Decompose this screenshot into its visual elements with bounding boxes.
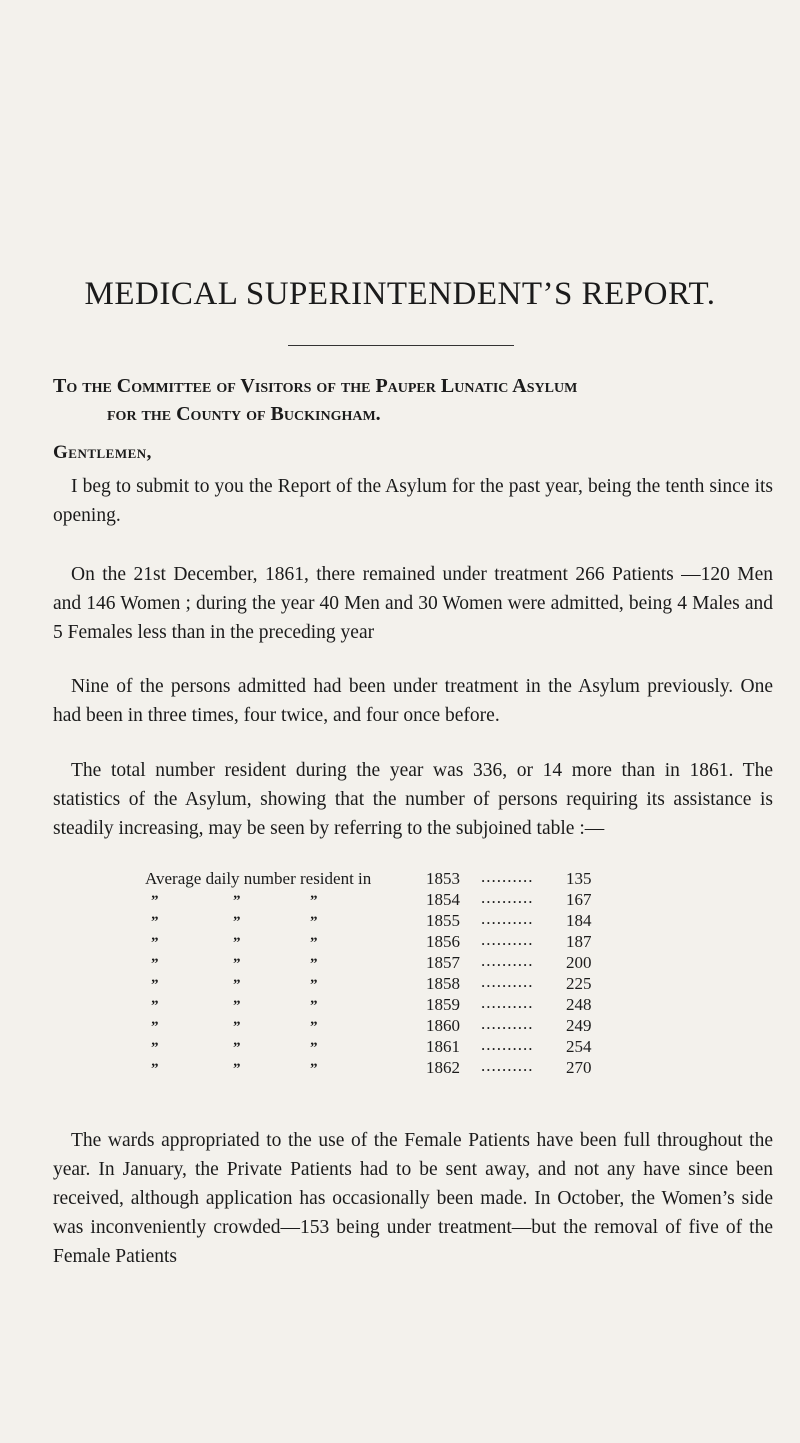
addressee [53,372,773,428]
table-row-label: Average daily number resident in [145,869,372,888]
leader-dots: .......... [481,1056,534,1075]
table-row [0,1016,800,1038]
table-year: 1855 [426,911,460,930]
table-row [0,974,800,996]
paragraph-2-text: On the 21st December, 1861, there remained under treatment 266 Patients —120 Men and 146 Women ; during the year 40 Men and 30 Women were admitted, being 4 Males and 5 Females less than in the preceding year [53,564,773,643]
ditto-mark: ” [233,893,241,909]
ditto-mark: ” [310,1019,318,1035]
table-year: 1857 [426,953,460,972]
table-year: 1854 [426,890,460,909]
ditto-mark: ” [151,914,159,930]
leader-dots: .......... [481,867,534,886]
ditto-mark: ” [310,914,318,930]
leader-dots: .......... [481,1035,534,1054]
table-value: 254 [566,1037,592,1056]
table-value: 187 [566,932,592,951]
ditto-mark: ” [151,956,159,972]
paragraph-4-text: The total number resident during the year was 336, or 14 more than in 1861. The statistics of the Asylum, showing that the number of persons requiring its assistance is steadily increasing, may be seen by referring to the subjoined table :— [53,760,773,839]
ditto-mark: ” [233,956,241,972]
leader-dots: .......... [481,972,534,991]
table-value: 167 [566,890,592,909]
table-row [0,911,800,933]
ditto-mark: ” [151,977,159,993]
ditto-mark: ” [151,893,159,909]
table-value: 135 [566,869,592,888]
ditto-mark: ” [310,998,318,1014]
ditto-mark: ” [233,977,241,993]
title-rule [288,345,514,346]
table-row [0,995,800,1017]
ditto-mark: ” [233,1061,241,1077]
table-year: 1856 [426,932,460,951]
table-year: 1853 [426,869,460,888]
table-row [0,890,800,912]
ditto-mark: ” [151,935,159,951]
leader-dots: .......... [481,993,534,1012]
ditto-mark: ” [233,914,241,930]
table-value: 270 [566,1058,592,1077]
paragraph-2 [53,560,773,647]
table-year: 1861 [426,1037,460,1056]
paragraph-3-text: Nine of the persons admitted had been under treatment in the Asylum previously. One had been in three times, four twice, and four once before. [53,676,773,726]
paragraph-4 [53,756,773,843]
paragraph-5-text: The wards appropriated to the use of the Female Patients have been full throughout the year. In January, the Private Patients had to be sent away, and not any have since been received, although application has occasionally been made. In October, the Women’s side was inconveniently crowded—153 being under treatment—but the removal of five of the Female Patients [53,1130,773,1267]
table-row [0,953,800,975]
paragraph-1 [53,472,773,530]
table-year: 1859 [426,995,460,1014]
ditto-mark: ” [233,1040,241,1056]
table-row [0,1037,800,1059]
leader-dots: .......... [481,909,534,928]
addressee-line-2: for the County of Buckingham. [107,403,381,425]
ditto-mark: ” [151,998,159,1014]
ditto-mark: ” [310,1040,318,1056]
addressee-line-1: To the Committee of Visitors of the Pauper Lunatic Asylum [53,375,578,397]
ditto-mark: ” [151,1019,159,1035]
leader-dots: .......... [481,888,534,907]
table-value: 225 [566,974,592,993]
leader-dots: .......... [481,951,534,970]
table-row [0,869,800,891]
ditto-mark: ” [151,1040,159,1056]
paragraph-3 [53,672,773,730]
table-row [0,1058,800,1080]
table-row [0,932,800,954]
table-year: 1862 [426,1058,460,1077]
ditto-mark: ” [151,1061,159,1077]
leader-dots: .......... [481,1014,534,1033]
table-year: 1858 [426,974,460,993]
ditto-mark: ” [310,956,318,972]
ditto-mark: ” [233,1019,241,1035]
ditto-mark: ” [310,893,318,909]
paragraph-5 [53,1126,773,1271]
report-title: MEDICAL SUPERINTENDENT’S REPORT. [84,276,716,312]
table-year: 1860 [426,1016,460,1035]
leader-dots: .......... [481,930,534,949]
salutation: Gentlemen, [53,442,152,463]
table-value: 200 [566,953,592,972]
table-value: 184 [566,911,592,930]
ditto-mark: ” [310,1061,318,1077]
table-value: 249 [566,1016,592,1035]
ditto-mark: ” [310,935,318,951]
table-value: 248 [566,995,592,1014]
paragraph-1-text: I beg to submit to you the Report of the Asylum for the past year, being the tenth since its opening. [53,476,773,526]
ditto-mark: ” [310,977,318,993]
ditto-mark: ” [233,998,241,1014]
ditto-mark: ” [233,935,241,951]
